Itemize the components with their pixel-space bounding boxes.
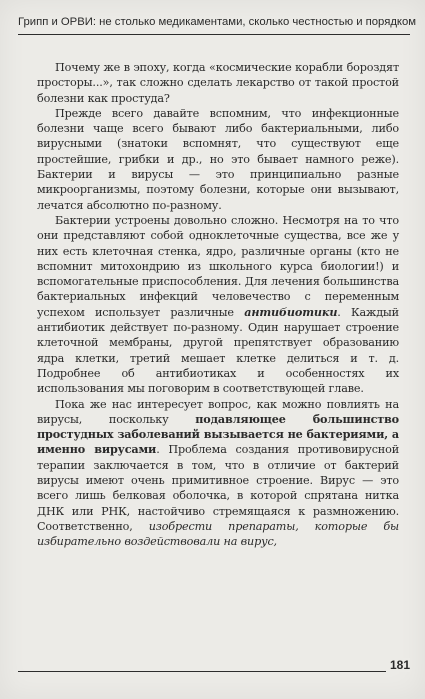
paragraph-4-text-b: . Проблема создания противовирусной терапии заключается в том, что в отличие от бактерий вирусы имеют очень примитивное строение. Вирус — это всего лишь белковая оболочка, в которой спрятана нитка ДНК или РНК, настойчиво стремящаяся к размножению. Соответственно, [37, 443, 400, 533]
paragraph-3-text-a: Бактерии устроены довольно сложно. Несмотря на то что они представляют собой одноклеточные существа, все же у них есть клеточная стенка, ядро, различные органы (кто не вспомнит митохондрию из школьного курса биологии!) и вспомогательные приспособления. Для лечения большинства бактериальных инфекций человечество с переменным успехом использует различные [37, 213, 399, 319]
paragraph-4 [37, 397, 399, 550]
page-number: 181 [386, 658, 410, 672]
paragraph-4-text-a: Пока же нас интересует вопрос, как можно повлиять на вирусы, поскольку [37, 397, 399, 426]
page-body [37, 60, 399, 550]
term-antibiotics: антибиотики [244, 304, 338, 319]
running-title: Грипп и ОРВИ: не столько медикаментами, сколько честностью и порядком [18, 16, 417, 28]
emphasis-italic: изобрести препараты, которые бы избирательно воздействовали на вирус, [37, 519, 399, 549]
key-statement: подавляющее большинство простудных заболеваний вызывается не бактериями, а именно вирусами [37, 411, 399, 457]
paragraph-1: Почему же в эпоху, когда «космические корабли бороздят просторы...», так сложно сделать лекарство от такой простой болезни как простуда? [37, 61, 399, 105]
paragraph-3-text-b: . Каждый антибиотик действует по-разному. Один нарушает строение клеточной мембраны, другой препятствует образованию ядра клетки, третий мешает клетке делиться и т. д. Подробнее об антибиотиках и особенностях их использования мы поговорим в соответствующей главе. [37, 305, 399, 396]
running-header [18, 14, 417, 35]
paragraph-3 [37, 213, 399, 397]
footer-rule [18, 671, 410, 672]
paragraph-2: Прежде всего давайте вспомним, что инфекционные болезни чаще всего бывают либо бактериальными, либо вирусными (знатоки вспомнят, что существуют еще простейшие, грибки и др., но это бывает намного реже). Бактерии и вирусы — это принципиально разные микроорганизмы, поэтому болезни, которые они вызывают, лечатся абсолютно по-разному. [37, 106, 399, 212]
